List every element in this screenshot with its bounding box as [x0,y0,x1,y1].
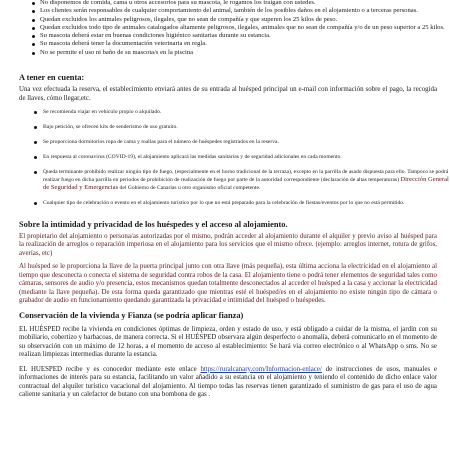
intimidad-paragraph-1: El propietario del alojamiento o persona/as autorizadas por el mismo, podrán acceder al alojamiento durante el alquiler y previo aviso al huésped para la realización de arreglos o reparación imperiosa en el alojamiento para los servicios que el mismo ofrece. (ejemplo: arreglos internet, rotura de grifos, averías, etc) [19,232,437,257]
list-item: Los clientes serán responsables de cualquier comportamiento del animal, también de los posibles daños en el alojamiento o a terceras personas. [40,7,450,15]
section-heading-conservacion: Conservación de la vivienda y Fianza (se podría aplicar fianza) [19,310,244,320]
conservacion-paragraph-1: EL HUÉSPED recibe la vivienda en condiciones óptimas de limpieza, orden y estado de uso, y está obligado a cuidar de la misma, el jardín con su mobiliario, cobertizo y barbacoas, de manera correcta. Si el HUÉSPED observara algún desperfecto o anomalía, deberá comunicarlo en el momento de su observación con un máximo de 12 horas, a el momento de acceso al establecimiento: Se hará via correo electrónico o al WhatsApp o sms. No se realizan limpiezas intermedias durante la estancia. [19,325,437,359]
list-item: Se recomienda viajar en vehículo propio o alquilado. [43,109,450,116]
list-item: Se proporciona dormitorios ropa de cama y toallas para el número de huéspedes registrados en la reserva. [43,139,450,146]
intimidad-paragraph-2: Al huésped se le proporciona la llave de la puerta principal junto con otra llave (más pequeña), esta última acciona la electricidad en el alojamiento al tiempo que desconecta o conecta el sistema de seguridad contra robos de la casa. El alojamiento tiene o podrá tener elementos de seguridad tales como cámaras, sensores de audio y/o presencia, estos mecanismos quedan totalmente desconectados al acceder el huésped a la casa y accionar la electricidad (mediante la llave pequeña). De esta forma queda garantizado que mientras esté el huésped/es en el alojamiento no existe ningún tipo de cámara o grabador de audio en funcionamiento quedando garantizada la privacidad e intimidad del huésped o huéspedes. [19,263,437,305]
list-item: Quedan excluidos los animales peligrosos, ilegales, que no sean de compañía y que superen los 25 kilos de peso. [40,16,450,24]
list-item: Cualquier tipo de celebración o evento en el alojamiento turístico por lo que no está preparado para la celebración de fiestas/eventos por lo que no está permitido. [43,200,450,207]
section-heading-intimidad: Sobre la intimidad y privacidad de los huéspedes y el acceso al alojamiento. [19,219,288,229]
list-item [43,169,450,193]
list-item: En respuesta al coronavirus (COVID-19), el alojamiento aplicará las medidas sanitarias y de seguridad adicionales en cada momento. [43,154,450,161]
conservacion-p2-before: EL HUESPED recibe y es conocedor mediante este enlace [19,365,197,373]
list-item: Bajo petición, se ofrecen kits de senderismo de uso gratuito. [43,124,450,131]
list-item: Su mascota deberá tener la documentación veterinaria en regla. [40,40,450,48]
conservacion-p2-after: de instrucciones de usos, manuales e informaciones de interés para su estancia, facilitando un valor añadido a su estancia en el alojamiento y teniendo el contenido de dicho enlace valor contractual del alquiler turístico vacacional del alojamiento. Al tiempo todas las reservas tienen garantizado el suministro de gas para el uso de agua caliente sanitaria y un calefactor de butano con una bombona de gas . [19,365,437,399]
fire-rule-tail: del Gobierno de Canarias u otro organismo oficial competente. [119,185,261,192]
info-link[interactable]: https://ruralcanary.com/Informacion-enlace/ [200,365,322,373]
list-item: No disponemos de comida, cama u otros accesorios para su mascota, le rogamos los traigan con ustedes. [40,0,450,7]
pet-rules-list [19,0,450,57]
fire-authority: Dirección General de Seguridad y Emergencias [43,176,449,192]
conservacion-paragraph-2 [19,366,437,400]
list-item: Quedan excluidos todo tipo de animales catalogados altamente peligrosos, ilegales, animales que no sean de compañía y/o de un peso superior a 25 kilos. [40,24,450,32]
tener-en-cuenta-intro: Una vez efectuada la reserva, el establecimiento enviará antes de su entrada al huésped principal un e-mail con información sobre el pago, la recogida de llaves, cómo llegar,etc. [19,86,437,102]
list-item: Su mascota deberá estar en buenas condiciones higiénico sanitarias durante su estancia. [40,32,450,40]
tener-en-cuenta-list [19,109,450,208]
list-item: No se permite el uso ni baño de su mascota/s en la piscina [40,49,450,57]
section-heading-tener-en-cuenta: A tener en cuenta: [19,73,85,83]
fire-rule-text: Queda terminante prohibido realizar ningún tipo de fuego, (especialmente en el horno tradicional de la terraza), excepto en la parrilla de asado dispuesta para ello. Tampoco se podrá realizar fuego en dicha parrilla en periodos de prohibición de realización de fuego por parte de la autoridad correspondiente (declaración de altas temperaturas) [43,169,449,184]
